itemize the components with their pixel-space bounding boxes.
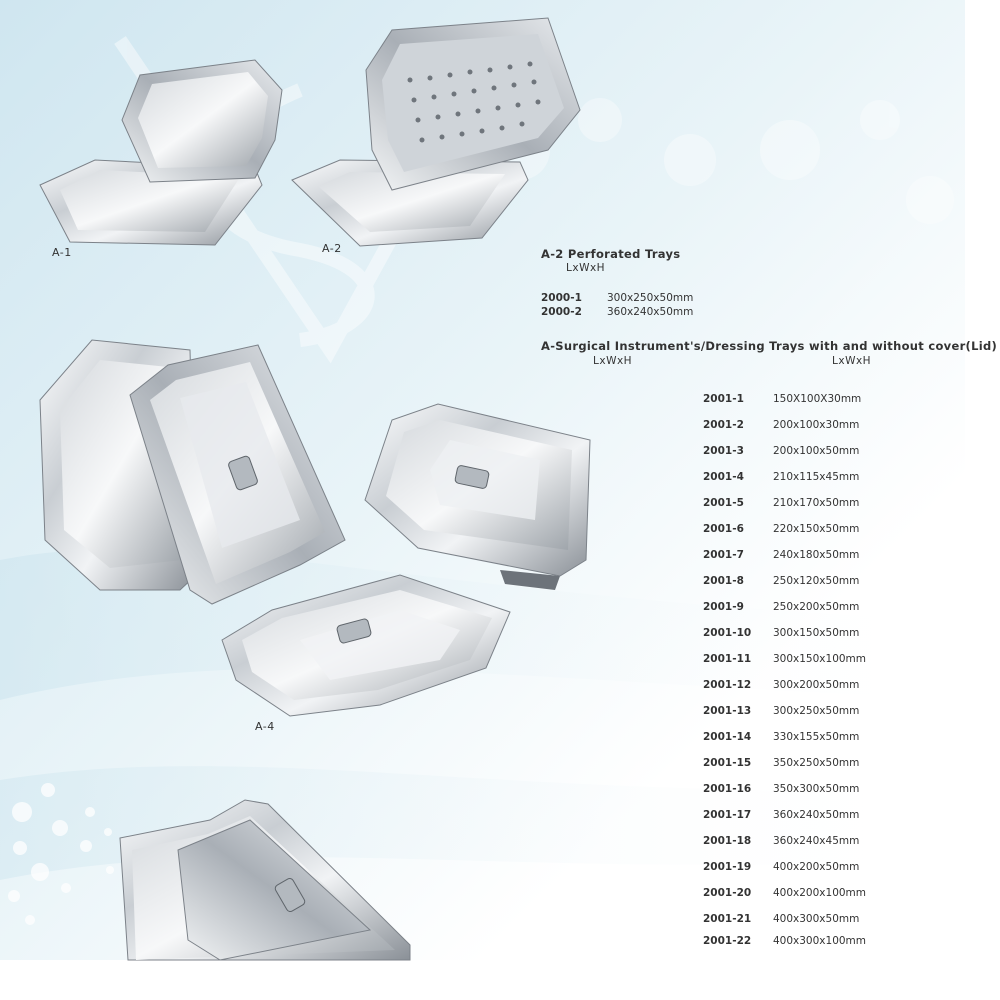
item-code: 2001-7 <box>703 549 744 561</box>
list-item <box>703 471 859 483</box>
item-code: 2001-17 <box>703 809 752 821</box>
item-code: 2001-15 <box>703 757 752 769</box>
item-code: 2001-21 <box>703 913 752 925</box>
item-code: 2001-6 <box>703 523 744 535</box>
list-item <box>703 627 859 639</box>
surgical-list <box>703 393 903 953</box>
item-size: 360x240x45mm <box>773 835 860 847</box>
item-code: 2001-3 <box>703 445 744 457</box>
list-item <box>703 783 859 795</box>
item-size: 400x200x50mm <box>773 861 860 873</box>
list-item <box>703 679 859 691</box>
list-item <box>703 705 859 717</box>
list-item <box>703 757 859 769</box>
list-item <box>703 835 859 847</box>
list-item <box>703 393 861 405</box>
item-code: 2001-19 <box>703 861 752 873</box>
list-item <box>703 731 859 743</box>
list-item <box>703 861 859 873</box>
item-size: 200x100x30mm <box>773 419 860 431</box>
list-item <box>703 575 859 587</box>
label-a4: A-4 <box>255 720 275 733</box>
surgical-dims-left: LxWxH <box>593 355 633 367</box>
surgical-dims-right: LxWxH <box>832 355 872 367</box>
item-size: 330x155x50mm <box>773 731 860 743</box>
list-item <box>703 497 859 509</box>
item-code: 2001-20 <box>703 887 752 899</box>
item-code: 2001-2 <box>703 419 744 431</box>
list-item <box>703 935 866 947</box>
item-size: 350x300x50mm <box>773 783 860 795</box>
list-item <box>703 445 859 457</box>
item-size: 400x200x100mm <box>773 887 867 899</box>
item-size: 300x150x50mm <box>773 627 860 639</box>
list-item <box>703 601 859 613</box>
item-size: 300x200x50mm <box>773 679 860 691</box>
item-code: 2001-18 <box>703 835 752 847</box>
item-code: 2001-10 <box>703 627 752 639</box>
item-size: 360x240x50mm <box>773 809 860 821</box>
item-code: 2001-9 <box>703 601 744 613</box>
item-code: 2000-1 <box>541 292 582 304</box>
list-item <box>703 523 859 535</box>
item-code: 2001-16 <box>703 783 752 795</box>
item-size: 250x200x50mm <box>773 601 860 613</box>
item-code: 2001-11 <box>703 653 752 665</box>
list-item <box>703 653 866 665</box>
list-item <box>541 292 693 304</box>
list-item <box>703 419 859 431</box>
item-size: 150X100X30mm <box>773 393 862 405</box>
item-code: 2001-12 <box>703 679 752 691</box>
item-code: 2001-4 <box>703 471 744 483</box>
item-code: 2000-2 <box>541 306 582 318</box>
item-code: 2001-5 <box>703 497 744 509</box>
list-item <box>703 549 859 561</box>
item-code: 2001-13 <box>703 705 752 717</box>
item-size: 250x120x50mm <box>773 575 860 587</box>
list-item <box>703 809 859 821</box>
list-item <box>703 913 859 925</box>
perforated-title: A-2 Perforated Trays <box>541 247 681 261</box>
list-item <box>703 887 866 899</box>
item-code: 2001-14 <box>703 731 752 743</box>
surgical-title: A-Surgical Instrument's/Dressing Trays with and without cover(Lid) <box>541 339 998 353</box>
item-size: 220x150x50mm <box>773 523 860 535</box>
item-size: 300x250x50mm <box>773 705 860 717</box>
item-size: 400x300x50mm <box>773 913 860 925</box>
item-size: 200x100x50mm <box>773 445 860 457</box>
item-size: 300x250x50mm <box>607 292 694 304</box>
label-a1: A-1 <box>52 246 72 259</box>
item-code: 2001-22 <box>703 935 752 947</box>
perforated-dims: LxWxH <box>566 262 606 274</box>
item-size: 400x300x100mm <box>773 935 867 947</box>
label-a2: A-2 <box>322 242 342 255</box>
item-size: 210x170x50mm <box>773 497 860 509</box>
item-code: 2001-1 <box>703 393 744 405</box>
list-item <box>541 306 693 318</box>
item-size: 350x250x50mm <box>773 757 860 769</box>
item-size: 360x240x50mm <box>607 306 694 318</box>
item-code: 2001-8 <box>703 575 744 587</box>
item-size: 210x115x45mm <box>773 471 860 483</box>
perforated-list <box>541 292 741 322</box>
item-size: 240x180x50mm <box>773 549 860 561</box>
item-size: 300x150x100mm <box>773 653 867 665</box>
